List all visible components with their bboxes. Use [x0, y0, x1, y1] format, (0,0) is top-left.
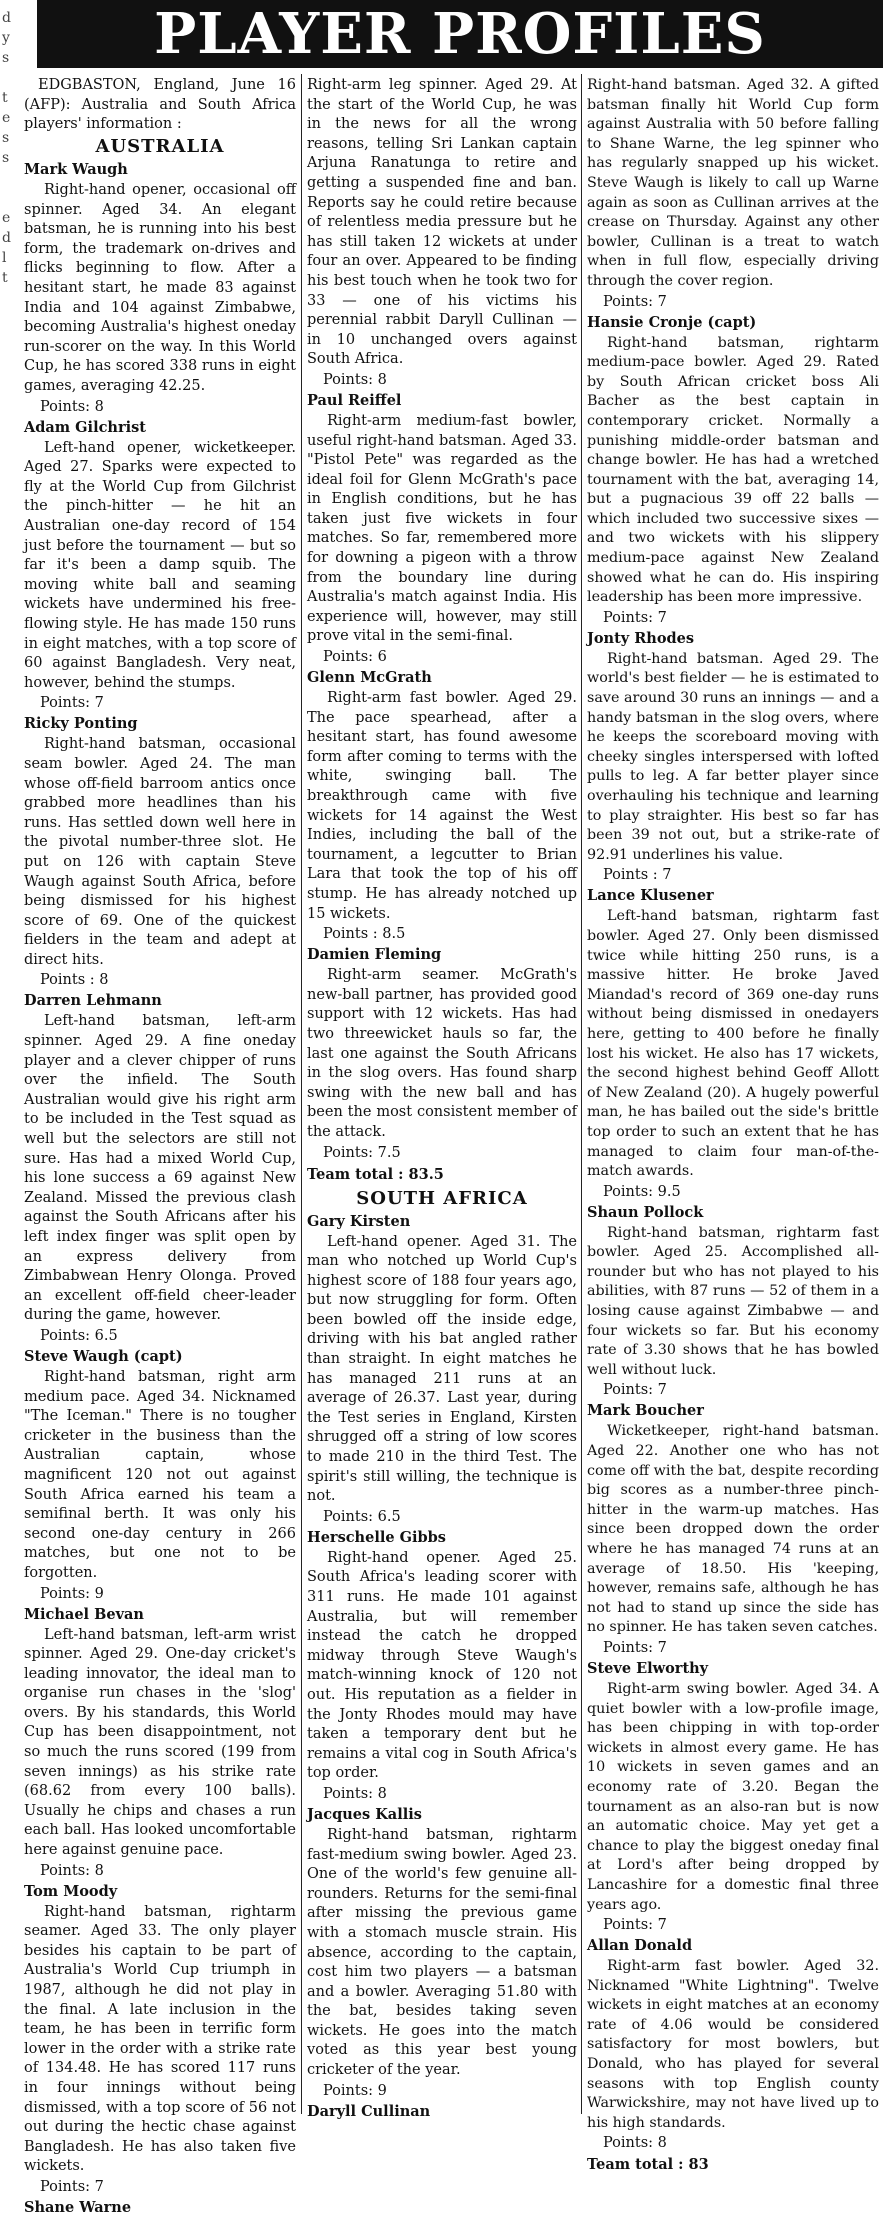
player-points: Points: 9: [323, 2082, 387, 2099]
player-profile-text: Right-hand batsman, rightarm fast-medium swing bowler. Aged 23. One of the world's few genuine all-rounders. Returns for the semi-final after missing the previous game with a stomach muscle strain. His absence, according to the captain, cost him two players — a batsman and a bowler. Averaging 51.80 with the bat, besides taking seven wickets. He goes into the match voted as this year best young cricketer of the year.: [307, 1826, 577, 2079]
player-points: Points: 7: [603, 1917, 667, 1934]
player-profile-text: Right-hand batsman, rightarm fast bowler. Aged 25. Accomplished all-rounder but who has not played to his abilities, with 87 runs — 52 of them in a losing cause against Zimbabwe — and four wickets so far. But his economy rate of 3.30 shows that he has bowled well without luck.: [587, 1224, 879, 1378]
player-points: Points: 7.5: [323, 1144, 401, 1161]
player-profile-text: Right-arm leg spinner. Aged 29. At the start of the World Cup, he was in the news for all the wrong reasons, telling Sri Lankan captain Arjuna Ranatunga to retire and getting a suspended fine and ban. Reports say he could retire because of relentless media pressure but he has still taken 12 wickets at under four an over. Appeared to be finding his best touch when he took two for 33 — one of his victims his perennial rabbit Daryll Cullinan — in 10 unchanged overs against South Africa.: [307, 77, 577, 368]
margin-char: s: [2, 130, 10, 146]
player-profile-text: Left-hand opener, wicketkeeper. Aged 27. Sparks were expected to fly at the World Cup from Gilchrist the pinch-hitter — he hit an Australian one-day record of 154 just before the tournament — but so far it's been a damp squib. The moving white ball and seaming wickets have undermined his free-flowing style. He has made 150 runs in eight matches, with a top score of 60 against Bangladesh. Very neat, however, behind the stumps.: [24, 439, 296, 691]
player-points: Points: 7: [40, 695, 104, 712]
player-points: Points: 8: [323, 371, 387, 388]
player-name: Lance Klusener: [587, 887, 714, 905]
article-flow: [24, 76, 296, 2219]
player-name: Herschelle Gibbs: [307, 1528, 446, 1546]
player-name: Shane Warne: [24, 2198, 132, 2216]
player-profile-text: Right-arm medium-fast bowler, useful right-hand batsman. Aged 33. "Pistol Pete" was regarded as the ideal foil for Glenn McGrath's pace in English conditions, but he has taken just five wickets in four matches. So far, remembered more for downing a pigeon with a throw from the boundary line during Australia's match against India. His experience will, however, may still prove vital in the semi-final.: [307, 412, 577, 645]
player-name: Paul Reiffel: [307, 391, 402, 409]
margin-char: l: [2, 250, 7, 266]
player-points: Points: 6: [323, 649, 387, 666]
player-points: Points : 8.5: [323, 926, 406, 943]
player-name: Jonty Rhodes: [587, 629, 695, 647]
column-divider: [581, 74, 582, 2114]
margin-char: d: [2, 10, 11, 26]
margin-char: s: [2, 50, 10, 66]
player-profile-text: Left-hand batsman, left-arm spinner. Aged 29. A fine oneday player and a clever chipper of runs over the infield. The South Australian would give his right arm to be included in the Test squad as well but the selectors are still not sure. Has had a mixed World Cup, his lone success a 69 against New Zealand. Missed the previous clash against the South Africans after his left index finger was split open by an express delivery from Zimbabwean Henry Olonga. Proved an excellent off-field cheer-leader during the game, however.: [24, 1013, 296, 1324]
player-name: Gary Kirsten: [307, 1212, 411, 1230]
player-profile-text: Left-hand opener. Aged 31. The man who notched up World Cup's highest score of 188 four years ago, but now struggling for form. Often been bowled off the inside edge, driving with his bat angled rather than straight. In eight matches he has managed 211 runs at an average of 26.37. Last year, during the Test series in England, Kirsten shrugged off a string of low scores to made 210 in the third Test. The spirit's still willing, the technique is not.: [307, 1233, 577, 1505]
player-name: Allan Donald: [587, 1937, 693, 1955]
player-name: Tom Moody: [24, 1882, 118, 1900]
player-points: Points: 7: [603, 1639, 667, 1656]
player-points: Points : 7: [603, 867, 672, 884]
margin-char: s: [2, 150, 10, 166]
player-points: Points: 8: [40, 398, 104, 415]
column-divider: [301, 74, 302, 2114]
margin-char: t: [2, 270, 8, 286]
player-profile-text: Right-arm fast bowler. Aged 29. The pace spearhead, after a hesitant start, has found awesome form after coming to terms with the white, swinging ball. The breakthrough came with five wickets for 14 against the West Indies, including the ball of the tournament, a legcutter to Brian Lara that took the top of his off stump. He has already notched up 15 wickets.: [307, 690, 577, 922]
player-profile-text: Right-arm swing bowler. Aged 34. A quiet bowler with a low-profile image, has been chipping in with top-order wickets in almost every game. He has 10 wickets in seven games and an economy rate of 3.20. Began the tournament as an also-ran but is now an automatic choice. May yet get a chance to play the biggest oneday final at Lord's after being dropped by Lancashire for a domestic final three years ago.: [587, 1680, 879, 1913]
player-points: Points: 6.5: [323, 1508, 401, 1525]
dateline: EDGBASTON, England, June 16 (AFP): Australia and South Africa players' information :: [24, 77, 296, 133]
column-3: [587, 76, 879, 2174]
player-points: Points: 8: [603, 2135, 667, 2152]
column-1: [24, 76, 296, 2216]
margin-char: e: [2, 210, 11, 226]
player-name: Darren Lehmann: [24, 992, 162, 1010]
player-name: Glenn McGrath: [307, 669, 432, 687]
margin-char: t: [2, 90, 8, 106]
player-points: Points: 6.5: [40, 1327, 118, 1344]
player-name: Steve Waugh (capt): [24, 1347, 183, 1365]
column-2: [307, 76, 577, 2120]
player-name: Steve Elworthy: [587, 1659, 709, 1677]
section-heading-australia: AUSTRALIA: [95, 136, 225, 158]
player-points: Points: 8: [40, 1862, 104, 1879]
player-profile-text: Right-arm seamer. McGrath's new-ball partner, has provided good support with 12 wickets. Has had two threewicket hauls so far, the last one against the South Africans in the slog overs. Has found sharp swing with the new ball and has been the most consistent member of the attack.: [307, 967, 577, 1140]
player-points: Points: 7: [40, 2178, 104, 2195]
team-total-australia: Team total : 83.5: [307, 1165, 444, 1183]
team-total-south-africa: Team total : 83: [587, 2156, 709, 2174]
player-name: Mark Boucher: [587, 1402, 704, 1420]
margin-char: e: [2, 110, 11, 126]
player-profile-text: Right-hand batsman, right arm medium pace. Aged 34. Nicknamed "The Iceman." There is no tougher cricketer in the business than the Australian captain, whose magnificent 120 not out against South Africa earned his team a semifinal berth. It was only his second one-day century in 266 matches, but one not to be forgotten.: [24, 1368, 296, 1581]
player-profile-text: Right-hand batsman, rightarm medium-pace bowler. Aged 29. Rated by South African cricket boss Ali Bacher as the best captain in contemporary cricket. Normally a punishing middle-order batsman and change bowler. He has had a wretched tournament with the bat, averaging 14, but a pugnacious 39 off 22 balls — which included two successive sixes — and two wickets with his slippery medium-pace against New Zealand showed what he can do. His inspiring leadership has been more impressive.: [587, 334, 879, 606]
player-name: Shaun Pollock: [587, 1203, 704, 1221]
player-name: Hansie Cronje (capt): [587, 313, 757, 331]
margin-char: d: [2, 230, 11, 246]
player-name: Mark Waugh: [24, 161, 128, 179]
player-points: Points: 7: [603, 1382, 667, 1399]
player-profile-text: Right-arm fast bowler. Aged 32. Nicknamed "White Lightning". Twelve wickets in eight matches at an economy rate of 4.06 would be considered satisfactory for most bowlers, but Donald, who has played for several seasons with top English county Warwickshire, may not have lived up to his high standards.: [587, 1958, 879, 2131]
player-profile-text: Wicketkeeper, right-hand batsman. Aged 22. Another one who has not come off with the bat, despite recording big scores as a number-three pinch-hitter in the warm-up matches. Has since been dropped down the order where he has managed 74 runs at an average of 18.50. His 'keeping, however, remains safe, although he has not had to stand up since the side has no spinner. He has taken seven catches.: [587, 1423, 879, 1636]
player-profile-text: Right-hand batsman. Aged 32. A gifted batsman finally hit World Cup form against Australia with 50 before falling to Shane Warne, the leg spinner who has regularly snapped up his wicket. Steve Waugh is likely to call up Warne again as soon as Cullinan arrives at the crease on Thursday. Against any other bowler, Cullinan is a treat to watch when in full flow, especially driving through the cover region.: [587, 77, 879, 289]
player-points: Points: 9.5: [603, 1183, 681, 1200]
player-profile-text: Left-hand batsman, rightarm fast bowler. Aged 27. Only been dismissed twice while hitting 250 runs, is a massive hitter. He broke Javed Miandad's record of 369 one-day runs without being dismissed in onedayers here, getting to 400 before he finally lost his wicket. He also has 17 wickets, the second highest behind Geoff Allott of New Zealand (20). A hugely powerful man, he has bailed out the side's brittle top order to such an extent that he has managed to claim four man-of-the-match awards.: [587, 908, 879, 1180]
player-profile-text: Right-hand batsman. Aged 29. The world's best fielder — he is estimated to save around 30 runs an innings — and a handy batsman in the slog overs, where he keeps the scoreboard moving with cheeky singles interspersed with lofted pulls to leg. A far better player since overhauling his technique and learning to play straighter. His best so far has been 39 not out, but a strike-rate of 92.91 underlines his value.: [587, 650, 879, 863]
player-profile-text: Right-hand opener, occasional off spinner. Aged 34. An elegant batsman, he is running into his best form, the trademark on-drives and flicks beginning to flow. After a hesitant start, he made 83 against India and 104 against Zimbabwe, becoming Australia's highest oneday run-scorer on the way. In this World Cup, he has scored 338 runs in eight games, averaging 42.25.: [24, 182, 296, 395]
player-name: Adam Gilchrist: [24, 418, 146, 436]
player-profile-text: Left-hand batsman, left-arm wrist spinner. Aged 29. One-day cricket's leading innovator, the ideal man to organise run chases in the 'slog' overs. By his standards, this World Cup has been disappointment, not so much the runs scored (199 from seven innings) as his strike rate (68.62 from every 100 balls). Usually he chips and chases a run each ball. Has looked uncomfortable here against genuine pace.: [24, 1626, 296, 1859]
player-points: Points: 7: [603, 293, 667, 310]
player-points: Points: 8: [323, 1785, 387, 1802]
section-heading-south-africa: SOUTH AFRICA: [356, 1187, 528, 1209]
player-profile-text: Right-hand batsman, occasional seam bowler. Aged 24. The man whose off-field barroom antics once grabbed more headlines than his runs. Has settled down well here in the pivotal number-three slot. He put on 126 with captain Steve Waugh against South Africa, before being dismissed for his highest score of 69. One of the quickest fielders in the team and adept at direct hits.: [24, 736, 296, 968]
player-points: Points: 9: [40, 1585, 104, 1602]
page-title: PLAYER PROFILES: [37, 0, 883, 68]
player-name: Michael Bevan: [24, 1605, 144, 1623]
player-profile-text: Right-hand batsman, rightarm seamer. Aged 33. The only player besides his captain to be part of Australia's World Cup triumph in 1987, although he did not play in the final. A late inclusion in the team, he has been in terrific form lower in the order with a strike rate of 134.48. He has scored 117 runs in four innings without being dismissed, with a top score of 56 not out during the hectic chase against Bangladesh. He has also taken five wickets.: [24, 1903, 296, 2175]
player-name: Daryll Cullinan: [307, 2102, 431, 2120]
player-points: Points: 7: [603, 609, 667, 626]
player-name: Damien Fleming: [307, 946, 442, 964]
player-points: Points : 8: [40, 972, 109, 989]
player-name: Jacques Kallis: [307, 1805, 422, 1823]
left-margin-cropped-text: [0, 0, 20, 2114]
player-profile-text: Right-hand opener. Aged 25. South Africa's leading scorer with 311 runs. He made 101 against Australia, but will remember instead the catch he dropped midway through Steve Waugh's match-winning knock of 120 not out. His reputation as a fielder in the Jonty Rhodes mould may have taken a temporary dent but he remains a vital cog in South Africa's top order.: [307, 1549, 577, 1782]
margin-char: y: [2, 30, 10, 46]
player-name: Ricky Ponting: [24, 715, 138, 733]
